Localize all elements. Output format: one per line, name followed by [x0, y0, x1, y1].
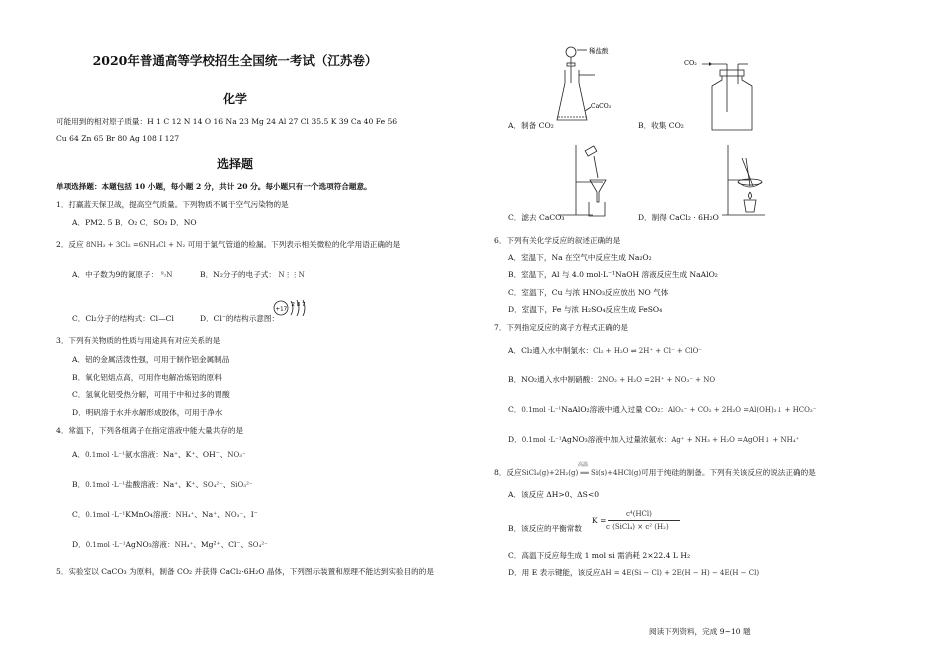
q2-option-b — [200, 270, 305, 280]
q7-c-conc: 0.1mol ·L⁻¹ — [521, 406, 562, 414]
q8-d-text: D．用 E 表示键能，该反应 — [508, 568, 601, 577]
q4-a-ion: NO₃⁻ — [227, 451, 246, 459]
q5-option-b: B．收集 CO₂ — [638, 121, 684, 130]
q4-c-ion2: NO₃⁻ — [224, 511, 244, 519]
q7-d-text: AgNO₃溶液中加入过量浓氨水： — [561, 435, 672, 444]
q4-option-d — [72, 540, 268, 550]
q2-b-symbol: N⋮⋮N — [278, 271, 305, 279]
ion-shells-label: 2 8 7 — [291, 302, 306, 308]
q4-d-ion1: NH₄⁺ — [174, 541, 194, 549]
cl-ion-structure-diagram — [272, 298, 314, 324]
q3-option-b: B．氧化铝熔点高，可用作电解冶炼铝的原料 — [72, 373, 222, 382]
q7-option-a — [508, 346, 702, 356]
q2-option-c: C．Cl₂分子的结构式：Cl—Cl — [72, 314, 174, 323]
q2-stem-pre: 2．反应 — [56, 240, 84, 249]
q2-equation: 8NH₃ + 3Cl₂ =6NH₄Cl + N₂ — [86, 241, 186, 249]
ion-nucleus-label: +17 — [275, 306, 288, 313]
q8-option-d — [508, 568, 759, 578]
q2-stem — [56, 240, 400, 250]
q4-option-a — [72, 450, 246, 460]
q4-d-text: AgNO₃溶液： — [125, 540, 175, 549]
q4-c-pre: C． — [72, 510, 86, 519]
label-dilute-acid: 稀盐酸 — [589, 47, 609, 55]
q8-d-equation: ΔH = 4E(Si − Cl) + 2E(H − H) − 4E(H − Cl) — [600, 569, 760, 577]
q1-stem: 1．打赢蓝天保卫战，提高空气质量。下列物质不属于空气污染物的是 — [56, 200, 289, 209]
q2-a-symbol: ⁹₇N — [160, 271, 173, 279]
q4-a-pre: A． — [72, 450, 86, 459]
q7-stem: 7．下列指定反应的离子方程式正确的是 — [494, 323, 628, 332]
q7-c-text: NaAlO₂溶液中通入过量 CO₂： — [561, 405, 668, 414]
q4-c-end: 、I⁻ — [243, 510, 258, 519]
label-caco3: CaCO₃ — [591, 103, 612, 110]
q4-option-c — [72, 510, 258, 520]
apparatus-d-figure — [720, 140, 780, 220]
q8-option-b-text: B．该反应的平衡常数 — [508, 524, 582, 533]
footer-note: 阅读下列资料，完成 9~10 题 — [649, 627, 751, 636]
q8-stem-post: 可用于纯硅的制备。下列有关该反应的说法正确的是 — [641, 468, 816, 477]
q8-k-numerator: c⁴(HCl) — [626, 510, 652, 518]
q4-stem: 4．常温下，下列各组离子在指定溶液中能大量共存的是 — [56, 426, 244, 435]
q7-option-d — [508, 435, 799, 445]
q6-option-c: C．室温下，Cu 与浓 HNO₃反应放出 NO 气体 — [508, 288, 669, 297]
q4-d-ion2: SO₄²⁻ — [248, 541, 268, 549]
q7-b-equation: 2NO₂ + H₂O =2H⁺ + NO₃⁻ + NO — [597, 376, 716, 384]
q6-stem: 6．下列有关化学反应的叙述正确的是 — [494, 236, 621, 245]
q5-option-c: C．滤去 CaCO₃ — [508, 213, 565, 222]
q3-option-d: D．明矾溶于水并水解形成胶体，可用于净水 — [72, 408, 223, 417]
q4-d-conc: 0.1mol ·L⁻¹ — [85, 541, 126, 549]
q7-b-text: B．NO₂通入水中制硝酸： — [508, 375, 598, 384]
q4-b-ion2: SiO₃²⁻ — [230, 481, 253, 489]
q8-equation: SiCl₄(g)+2H₂(g) ══ Si(s)+4HCl(g) — [521, 469, 642, 477]
q4-d-pre: D． — [72, 540, 86, 549]
q2-a-text: A．中子数为9的氮原子： — [72, 270, 159, 279]
q7-d-conc: 0.1mol ·L⁻¹ — [521, 436, 562, 444]
q7-d-pre: D． — [508, 435, 522, 444]
label-co2: CO₂ — [684, 59, 697, 67]
q4-d-mid: 、Mg²⁺、Cl⁻、 — [193, 540, 249, 549]
section-title: 选择题 — [216, 157, 253, 171]
q3-option-a: A．铝的金属活泼性强，可用于制作铝金属制品 — [72, 355, 230, 364]
q4-c-text: KMnO₄溶液： — [125, 510, 176, 519]
q4-a-conc: 0.1mol ·L⁻¹ — [85, 451, 125, 459]
q4-b-conc: 0.1mol ·L⁻¹ — [85, 481, 126, 489]
q2-option-d: D．Cl⁻的结构示意图： — [200, 314, 280, 323]
q3-option-c: C．氢氧化铝受热分解，可用于中和过多的胃酸 — [72, 390, 230, 399]
q7-d-equation: Ag⁺ + NH₃ + H₂O =AgOH↓ + NH₄⁺ — [671, 436, 800, 444]
q5-option-a: A．制备 CO₂ — [508, 121, 554, 130]
q3-stem: 3．下列有关物质的性质与用途具有对应关系的是 — [56, 336, 221, 345]
q7-option-b — [508, 375, 715, 385]
atomic-masses-line2: Cu 64 Zn 65 Br 80 Ag 108 I 127 — [56, 134, 180, 143]
q8-option-a: A．该反应 ΔH>0、ΔS<0 — [508, 490, 600, 499]
q7-a-equation: Cl₂ + H₂O ⇌ 2H⁺ + Cl⁻ + ClO⁻ — [593, 347, 703, 355]
q7-a-text: A．Cl₂通入水中制氯水： — [508, 346, 594, 355]
apparatus-a-figure — [555, 45, 625, 130]
q4-b-pre: B． — [72, 480, 86, 489]
exam-title: 2020年普通高等学校招生全国统一考试（江苏卷） — [92, 53, 378, 68]
apparatus-c-figure — [548, 140, 613, 220]
q6-option-b: B．室温下，Al 与 4.0 mol·L⁻¹NaOH 溶液反应生成 NaAlO₂ — [508, 270, 718, 279]
q8-stem — [494, 468, 816, 478]
q8-condition: 高温 — [578, 462, 589, 468]
q7-c-equation: AlO₂⁻ + CO₂ + 2H₂O =Al(OH)₃↓ + HCO₃⁻ — [667, 406, 817, 414]
q5-stem: 5．实验室以 CaCO₃ 为原料，制备 CO₂ 并获得 CaCl₂·6H₂O 晶体，下列图示装置和原理不能达到实验目的的是 — [56, 567, 434, 576]
q6-option-d: D．室温下，Fe 与浓 H₂SO₄反应生成 FeSO₄ — [508, 305, 663, 314]
q4-c-ion1: NH₄⁺ — [175, 511, 195, 519]
q2-option-a — [72, 270, 172, 280]
q7-c-pre: C． — [508, 405, 522, 414]
q1-options: A．PM2. 5 B．O₂ C．SO₂ D．NO — [72, 218, 197, 227]
q4-c-mid: 、Na⁺、 — [194, 510, 225, 519]
q4-b-text: 盐酸溶液：Na⁺、K⁺、 — [125, 480, 204, 489]
fraction-bar — [608, 520, 680, 521]
q2-b-text: B．N₂分子的电子式： — [200, 270, 277, 279]
q7-option-c — [508, 405, 816, 415]
q6-option-a: A．室温下，Na 在空气中反应生成 Na₂O₂ — [508, 253, 652, 262]
q8-stem-pre: 8．反应 — [494, 468, 522, 477]
atomic-masses-line1: 可能用到的相对原子质量：H 1 C 12 N 14 O 16 Na 23 Mg 24 Al 27 Cl 35.5 K 39 Ca 40 Fe 56 — [56, 117, 398, 126]
q8-option-c: C．高温下反应每生成 1 mol si 需消耗 2×22.4 L H₂ — [508, 551, 691, 560]
q8-k-label: K = — [592, 516, 607, 525]
q5-option-d: D．制得 CaCl₂ · 6H₂O — [638, 213, 719, 222]
q8-k-denominator: c (SiCl₄) × c² (H₂) — [606, 523, 669, 531]
subject-title: 化学 — [222, 92, 247, 106]
q2-stem-post: 可用于氯气管道的检漏。下列表示相关微粒的化学用语正确的是 — [187, 240, 401, 249]
q4-option-b: B．0.1mol ·L⁻¹盐酸溶液：Na⁺、K⁺、SO₄²⁻、SiO₃²⁻ — [72, 480, 253, 489]
q4-a-text: 氨水溶液：Na⁺、K⁺、OH⁻、 — [124, 450, 228, 459]
apparatus-b-figure — [682, 52, 752, 132]
section-instructions: 单项选择题：本题包括 10 小题，每小题 2 分，共计 20 分。每小题只有一个选项符合题意。 — [56, 182, 372, 191]
q4-c-conc: 0.1mol ·L⁻¹ — [85, 511, 126, 519]
q4-b-ion1: SO₄²⁻ — [203, 481, 223, 489]
